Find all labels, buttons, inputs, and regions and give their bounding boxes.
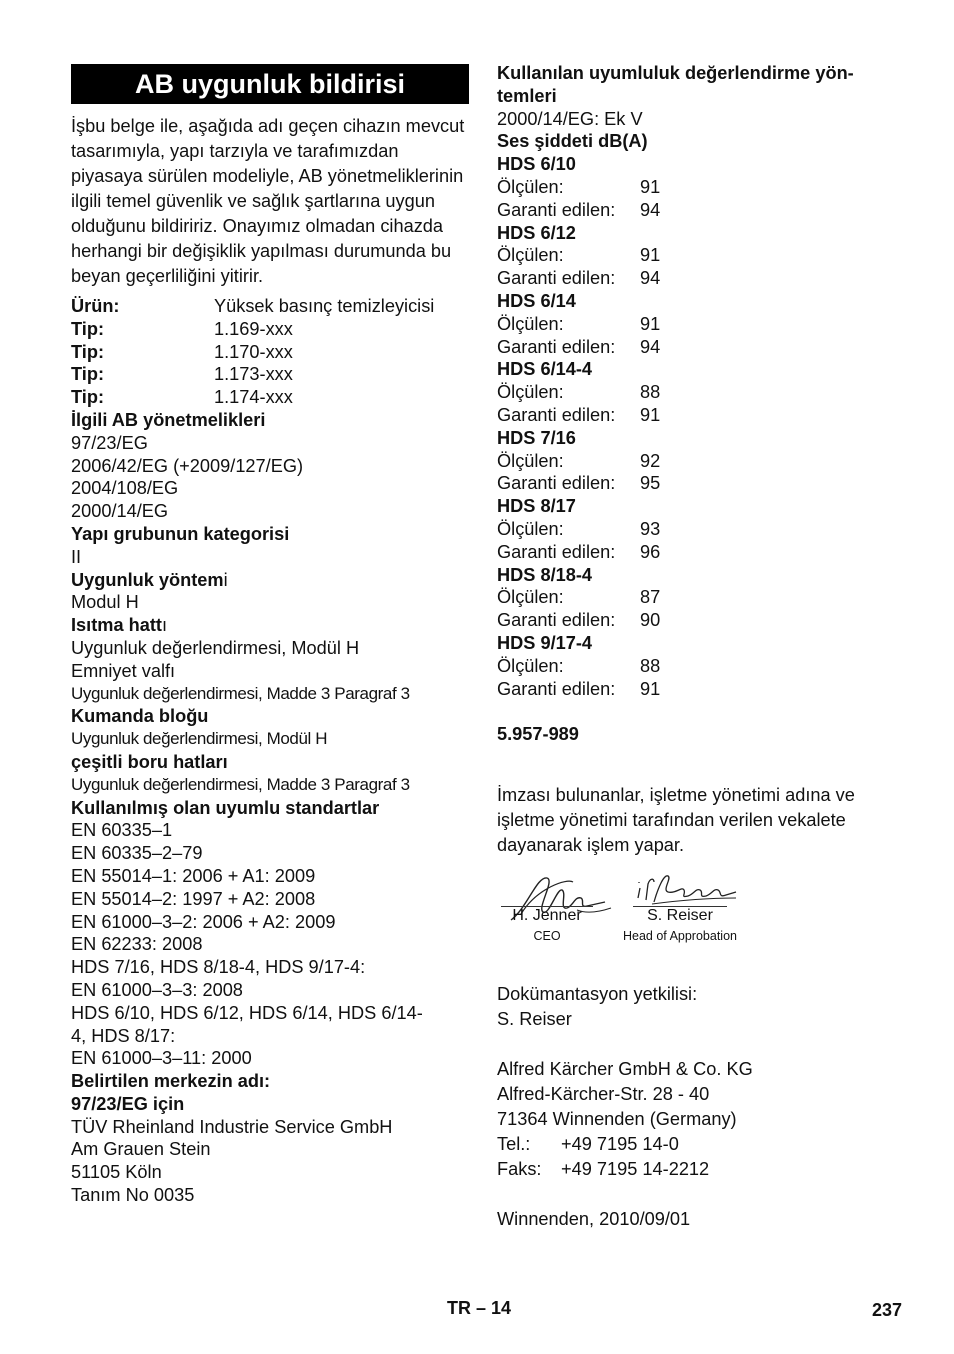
heating-heading-suffix: ı: [161, 615, 168, 636]
control-heading: Kumanda bloğu: [71, 706, 209, 727]
model-name: HDS 8/18-4: [497, 564, 593, 585]
model-name: HDS 6/14-4: [497, 359, 593, 380]
signer-1: [497, 906, 597, 944]
notified-body-line: TÜV Rheinland Industrie Service GmbH: [71, 1116, 393, 1137]
standard-item: EN 62233: 2008: [71, 934, 203, 955]
signatures: [497, 864, 907, 982]
standards-heading: Kullanılmış olan uyumlu standartlar: [71, 797, 380, 818]
type-label: Tip:: [71, 341, 105, 362]
standard-item: EN 60335–2–79: [71, 843, 203, 864]
standard-item: 4, HDS 8/17:: [71, 1025, 176, 1046]
model-name: HDS 7/16: [497, 427, 576, 448]
sound-levels-list: [497, 153, 907, 700]
measured-value: 87: [640, 587, 661, 608]
type-row: [71, 318, 469, 341]
measured-value: 91: [640, 176, 661, 197]
standard-item: EN 55014–2: 1997 + A2: 2008: [71, 888, 316, 909]
measured-row: [497, 450, 907, 473]
guaranteed-label: Garanti edilen:: [497, 199, 616, 220]
measured-label: Ölçülen:: [497, 450, 564, 471]
place-date: Winnenden, 2010/09/01: [497, 1208, 691, 1229]
standard-item: EN 61000–3–2: 2006 + A2: 2009: [71, 911, 336, 932]
guaranteed-value: 90: [640, 610, 661, 631]
type-label: Tip:: [71, 387, 105, 408]
procedure-heading: Uygunluk yöntem: [71, 569, 224, 590]
heating-heading: Isıtma hatt: [71, 615, 162, 636]
notified-body-sub: 97/23/EG için: [71, 1093, 185, 1114]
notified-body-line: 51105 Köln: [71, 1162, 162, 1183]
directive-item: 97/23/EG: [71, 432, 148, 453]
directive-item: 2000/14/EG: [71, 501, 169, 522]
procedure-heading-suffix: i: [223, 569, 228, 590]
model-name: HDS 6/12: [497, 222, 576, 243]
product-row: [71, 295, 469, 318]
tel-value: +49 7195 14-0: [561, 1133, 679, 1154]
company-city: 71364 Winnenden (Germany): [497, 1108, 737, 1129]
signer-2: [617, 906, 743, 944]
type-label: Tip:: [71, 364, 105, 385]
company-tel: [497, 1132, 907, 1157]
type-value: 1.174-xxx: [214, 387, 293, 408]
measured-value: 88: [640, 655, 661, 676]
measured-value: 88: [640, 382, 661, 403]
guaranteed-row: [497, 472, 907, 495]
tel-label: Tel.:: [497, 1133, 531, 1154]
measured-label: Ölçülen:: [497, 655, 564, 676]
guaranteed-value: 94: [640, 268, 661, 289]
guaranteed-label: Garanti edilen:: [497, 610, 616, 631]
valve-label: Emniyet valfı: [71, 660, 176, 681]
directives-heading: İlgili AB yönetmelikleri: [71, 409, 266, 430]
type-value: 1.173-xxx: [214, 364, 293, 385]
standard-item: EN 61000–3–3: 2008: [71, 979, 243, 1000]
standard-item: HDS 6/10, HDS 6/12, HDS 6/14, HDS 6/14-: [71, 1002, 423, 1023]
guaranteed-value: 94: [640, 336, 661, 357]
valve-value: Uygunluk değerlendirmesi, Madde 3 Paragraf 3: [71, 683, 410, 703]
measured-row: [497, 244, 907, 267]
type-row: [71, 363, 469, 386]
type-row: [71, 341, 469, 364]
measured-label: Ölçülen:: [497, 518, 564, 539]
measured-row: [497, 381, 907, 404]
measured-row: [497, 518, 907, 541]
pipes-value: Uygunluk değerlendirmesi, Madde 3 Paragraf 3: [71, 774, 410, 794]
product-value: Yüksek basınç temizleyicisi: [214, 296, 435, 316]
fax-value: +49 7195 14-2212: [561, 1158, 710, 1179]
guaranteed-label: Garanti edilen:: [497, 404, 616, 425]
measured-value: 93: [640, 518, 661, 539]
guaranteed-value: 91: [640, 678, 661, 699]
product-label: Ürün:: [71, 296, 120, 316]
guaranteed-label: Garanti edilen:: [497, 541, 616, 562]
signer-2-role: Head of Approbation: [623, 928, 737, 943]
signer-1-role: CEO: [533, 928, 561, 943]
notified-body-line: Tanım No 0035: [71, 1185, 195, 1206]
page-title: AB uygunluk bildirisi: [71, 64, 469, 104]
guaranteed-row: [497, 336, 907, 359]
control-value: Uygunluk değerlendirmesi, Modül H: [71, 729, 328, 749]
measured-label: Ölçülen:: [497, 587, 564, 608]
fax-label: Faks:: [497, 1158, 542, 1179]
guaranteed-label: Garanti edilen:: [497, 473, 616, 494]
measured-row: [497, 586, 907, 609]
procedure-value: Modul H: [71, 592, 139, 613]
directive-item: 2004/108/EG: [71, 478, 179, 499]
guaranteed-value: 95: [640, 473, 661, 494]
measured-row: [497, 313, 907, 336]
guaranteed-row: [497, 404, 907, 427]
model-name: HDS 9/17-4: [497, 632, 593, 653]
guaranteed-row: [497, 678, 907, 701]
guaranteed-value: 94: [640, 199, 661, 220]
methods-value: 2000/14/EG: Ek V: [497, 108, 643, 129]
guaranteed-row: [497, 541, 907, 564]
left-column: [71, 62, 469, 1207]
measured-value: 92: [640, 450, 661, 471]
guaranteed-value: 91: [640, 404, 661, 425]
guaranteed-row: [497, 199, 907, 222]
document-number: 5.957-989: [497, 724, 579, 745]
type-row: [71, 386, 469, 409]
model-name: HDS 6/14: [497, 290, 576, 311]
guaranteed-value: 96: [640, 541, 661, 562]
guaranteed-label: Garanti edilen:: [497, 336, 616, 357]
category-heading: Yapı grubunun kategorisi: [71, 523, 290, 544]
category-value: II: [71, 546, 82, 567]
methods-heading-cont: temleri: [497, 85, 557, 106]
guaranteed-label: Garanti edilen:: [497, 268, 616, 289]
guaranteed-row: [497, 609, 907, 632]
measured-label: Ölçülen:: [497, 313, 564, 334]
company-fax: [497, 1157, 907, 1182]
company-street: Alfred-Kärcher-Str. 28 - 40: [497, 1083, 710, 1104]
company-name: Alfred Kärcher GmbH & Co. KG: [497, 1058, 753, 1079]
type-value: 1.169-xxx: [214, 318, 293, 339]
model-name: HDS 8/17: [497, 496, 576, 517]
standard-item: EN 55014–1: 2006 + A1: 2009: [71, 865, 316, 886]
type-value: 1.170-xxx: [214, 341, 293, 362]
sound-heading: Ses şiddeti dB(A): [497, 131, 648, 152]
heating-heading-row: [71, 614, 469, 637]
intro-paragraph: İşbu belge ile, aşağıda adı geçen cihazın mevcut tasarımıyla, yapı tarzıyla ve tarafımızdan piyasaya sürülen modeliyle, AB yönetmeliklerinin ilgili temel güvenlik ve sağlık şartlarına uygun olduğunu bildiririz. Onayımız olmadan cihazda herhangi bir değişiklik yapılması durumunda bu beyan geçerliliğini yitirir.: [71, 116, 465, 286]
measured-label: Ölçülen:: [497, 245, 564, 266]
model-name: HDS 6/10: [497, 154, 576, 175]
measured-row: [497, 176, 907, 199]
pipes-heading: çeşitli boru hatları: [71, 751, 228, 772]
directive-item: 2006/42/EG (+2009/127/EG): [71, 455, 304, 476]
measured-row: [497, 655, 907, 678]
methods-heading: Kullanılan uyumluluk değerlendirme yön-: [497, 63, 854, 83]
measured-label: Ölçülen:: [497, 382, 564, 403]
procedure-heading-row: [71, 569, 469, 592]
guaranteed-row: [497, 267, 907, 290]
notified-body-heading: Belirtilen merkezin adı:: [71, 1071, 271, 1092]
heating-value: Uygunluk değerlendirmesi, Modül H: [71, 637, 360, 658]
measured-label: Ölçülen:: [497, 176, 564, 197]
measured-value: 91: [640, 313, 661, 334]
signer-1-name: H. Jenner: [512, 906, 582, 924]
notified-body-line: Am Grauen Stein: [71, 1139, 211, 1160]
footer-page-number: 237: [872, 1300, 903, 1320]
signers-paragraph: İmzası bulunanlar, işletme yönetimi adına ve işletme yönetimi tarafından verilen vekalete dayanarak işlem yapar.: [497, 784, 855, 855]
standard-item: HDS 7/16, HDS 8/18-4, HDS 9/17-4:: [71, 957, 366, 978]
documentation-label: Dokümantasyon yetkilisi:: [497, 983, 698, 1004]
measured-value: 91: [640, 245, 661, 266]
right-column: [497, 62, 907, 1232]
standard-item: EN 60335–1: [71, 820, 173, 841]
footer-section: TR – 14: [447, 1298, 512, 1318]
standard-item: EN 61000–3–11: 2000: [71, 1048, 252, 1069]
documentation-name: S. Reiser: [497, 1008, 572, 1029]
type-label: Tip:: [71, 318, 105, 339]
signer-2-name: S. Reiser: [647, 906, 713, 924]
guaranteed-label: Garanti edilen:: [497, 678, 616, 699]
